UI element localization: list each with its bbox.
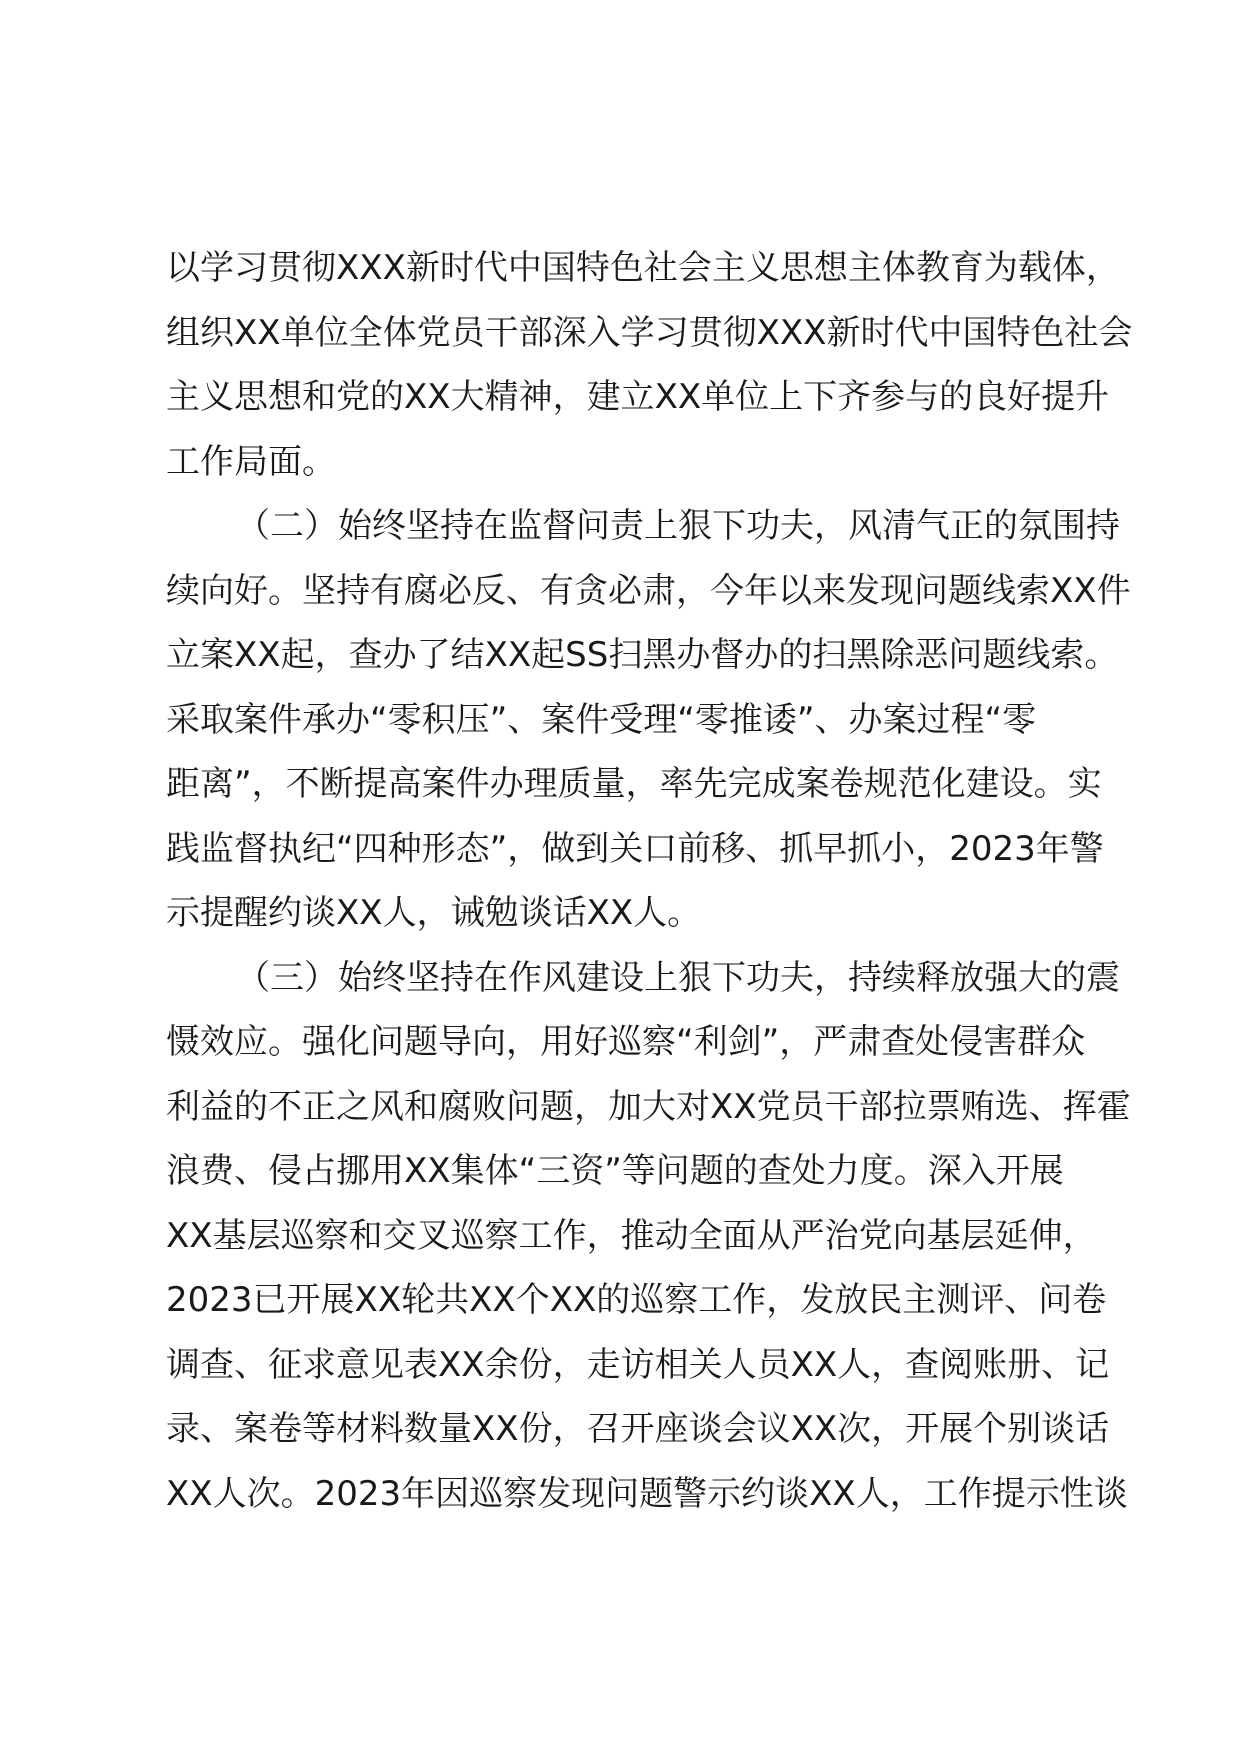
text-line: 录、案卷等材料数量XX份，召开座谈会议XX次，开展个别谈话 (166, 1409, 1110, 1449)
text-line: 调查、征求意见表XX余份，走访相关人员XX人，查阅账册、记 (166, 1344, 1110, 1385)
section-heading-line: （三）始终坚持在作风建设上狠下功夫，持续释放强大的震 (236, 957, 1120, 998)
text-line: 主义思想和党的XX大精神，建立XX单位上下齐参与的良好提升 (166, 377, 1110, 417)
text-line: 距离”，不断提高案件办理质量，率先完成案卷规范化建设。实 (166, 764, 1102, 804)
text-line: 2023已开展XX轮共XX个XX的巡察工作，发放民主测评、问卷 (166, 1280, 1107, 1320)
text-line: 工作局面。 (166, 441, 336, 482)
document-body (166, 236, 1133, 1526)
text-line: 立案XX起，查办了结XX起SS扫黑办督办的扫黑除恶问题线索。 (166, 635, 1119, 675)
text-line: 践监督执纪“四种形态”，做到关口前移、抓早抓小，2023年警 (166, 828, 1104, 869)
text-line: 示提醒约谈XX人，诫勉谈话XX人。 (166, 893, 702, 933)
text-line: XX人次。2023年因巡察发现问题警示约谈XX人，工作提示性谈 (166, 1473, 1128, 1514)
text-line: 浪费、侵占挪用XX集体“三资”等问题的查处力度。深入开展 (166, 1151, 1064, 1191)
text-line: 组织XX单位全体党员干部深入学习贯彻XXX新时代中国特色社会 (166, 312, 1133, 353)
text-line: 以学习贯彻XXX新时代中国特色社会主义思想主体教育为载体， (166, 248, 1120, 288)
text-line: 续向好。坚持有腐必反、有贪必肃，今年以来发现问题线索XX件 (166, 570, 1131, 611)
text-line: 慑效应。强化问题导向，用好巡察“利剑”，严肃查处侵害群众 (166, 1022, 1086, 1062)
text-line: 利益的不正之风和腐败问题，加大对XX党员干部拉票贿选、挥霍 (166, 1086, 1131, 1127)
text-line: 采取案件承办“零积压”、案件受理“零推诿”、办案过程“零 (166, 699, 1037, 740)
section-heading-line: （二）始终坚持在监督问责上狠下功夫，风清气正的氛围持 (236, 506, 1120, 546)
text-line: XX基层巡察和交叉巡察工作，推动全面从严治党向基层延伸， (166, 1215, 1097, 1256)
